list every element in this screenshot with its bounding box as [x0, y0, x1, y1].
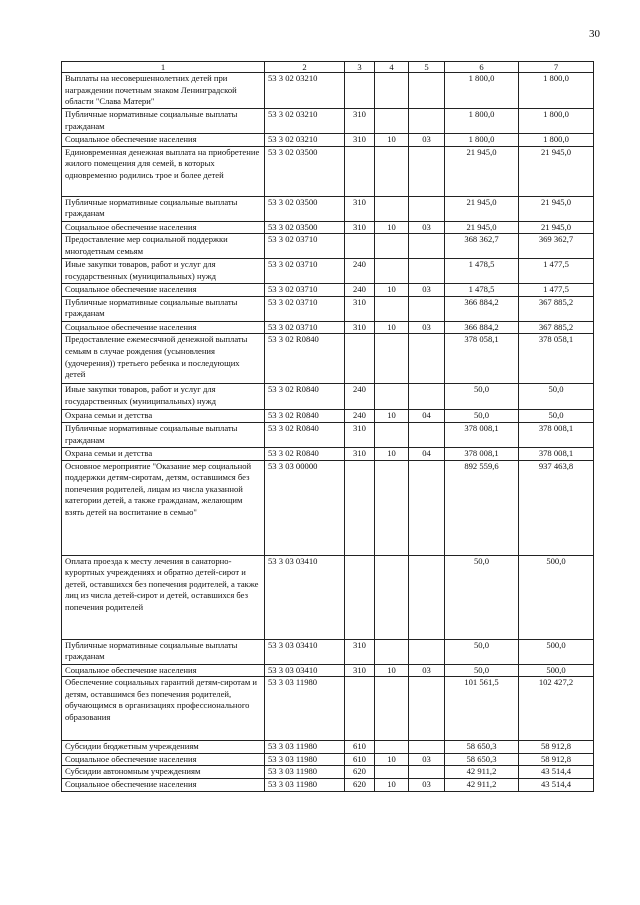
- row-amount-year-1: 1 800,0: [445, 73, 519, 109]
- row-subsection: 03: [409, 221, 445, 234]
- row-amount-year-1: 50,0: [445, 555, 519, 639]
- table-row: [62, 410, 594, 423]
- row-target-article: 53 3 02 03710: [265, 296, 345, 321]
- row-expense-type: 310: [345, 196, 375, 221]
- row-name: Предоставление мер социальной поддержки многодетным семьям: [62, 234, 265, 259]
- row-name: Публичные нормативные социальные выплаты гражданам: [62, 422, 265, 447]
- row-subsection: [409, 741, 445, 754]
- row-subsection: [409, 73, 445, 109]
- row-amount-year-1: 366 884,2: [445, 296, 519, 321]
- table-row: [62, 677, 594, 741]
- table-row: [62, 778, 594, 791]
- row-subsection: [409, 334, 445, 384]
- row-amount-year-2: 21 945,0: [519, 221, 594, 234]
- table-row: [62, 146, 594, 196]
- row-target-article: 53 3 02 R0840: [265, 447, 345, 460]
- row-amount-year-1: 58 650,3: [445, 753, 519, 766]
- row-section: [375, 677, 409, 741]
- row-section: [375, 109, 409, 134]
- table-row: [62, 664, 594, 677]
- table-row: [62, 766, 594, 779]
- row-name: Предоставление ежемесячной денежной выплаты семьям в случае рождения (усыновления (удочерения)) третьего ребенка и последующих детей: [62, 334, 265, 384]
- row-amount-year-2: 367 885,2: [519, 296, 594, 321]
- row-amount-year-1: 50,0: [445, 410, 519, 423]
- row-section: [375, 259, 409, 284]
- header-col-7: 7: [519, 62, 594, 73]
- row-amount-year-1: 366 884,2: [445, 321, 519, 334]
- row-name: Социальное обеспечение населения: [62, 664, 265, 677]
- row-subsection: [409, 259, 445, 284]
- row-section: [375, 555, 409, 639]
- table-row: [62, 460, 594, 555]
- row-name: Обеспечение социальных гарантий детям-сиротам и детям, оставшимся без попечения родителей, обучающимся в организациях профессионального образования: [62, 677, 265, 741]
- table-row: [62, 334, 594, 384]
- row-amount-year-2: 1 800,0: [519, 73, 594, 109]
- row-subsection: [409, 234, 445, 259]
- row-name: Иные закупки товаров, работ и услуг для государственных (муниципальных) нужд: [62, 259, 265, 284]
- row-amount-year-1: 50,0: [445, 384, 519, 410]
- row-expense-type: 610: [345, 741, 375, 754]
- row-expense-type: 620: [345, 778, 375, 791]
- row-amount-year-1: 101 561,5: [445, 677, 519, 741]
- row-name: Субсидии автономным учреждениям: [62, 766, 265, 779]
- row-section: 10: [375, 410, 409, 423]
- row-section: 10: [375, 221, 409, 234]
- row-name: Выплаты на несовершеннолетних детей при награждении почетным знаком Ленинградской области "Слава Матери": [62, 73, 265, 109]
- row-subsection: [409, 555, 445, 639]
- row-amount-year-2: 21 945,0: [519, 146, 594, 196]
- row-name: Публичные нормативные социальные выплаты гражданам: [62, 109, 265, 134]
- row-target-article: 53 3 03 11980: [265, 677, 345, 741]
- row-section: [375, 334, 409, 384]
- table-header: [62, 62, 594, 73]
- row-subsection: [409, 384, 445, 410]
- row-subsection: 03: [409, 753, 445, 766]
- row-amount-year-2: 500,0: [519, 664, 594, 677]
- row-expense-type: [345, 334, 375, 384]
- row-amount-year-1: 892 559,6: [445, 460, 519, 555]
- row-section: [375, 384, 409, 410]
- row-subsection: 03: [409, 134, 445, 147]
- row-section: [375, 234, 409, 259]
- table-row: [62, 109, 594, 134]
- row-amount-year-2: 378 008,1: [519, 447, 594, 460]
- row-target-article: 53 3 03 00000: [265, 460, 345, 555]
- table-body: [62, 73, 594, 792]
- row-subsection: 04: [409, 447, 445, 460]
- row-subsection: [409, 146, 445, 196]
- row-target-article: 53 3 02 R0840: [265, 384, 345, 410]
- header-col-4: 4: [375, 62, 409, 73]
- row-name: Оплата проезда к месту лечения в санаторно-курортных учреждениях и обратно детей-сирот и детей, оставшихся без попечения родителей, а также лиц из числа детей-сирот и детей, оставшихся без попечения родителей: [62, 555, 265, 639]
- row-amount-year-1: 1 800,0: [445, 109, 519, 134]
- row-target-article: 53 3 03 03410: [265, 555, 345, 639]
- row-amount-year-2: 58 912,8: [519, 753, 594, 766]
- row-target-article: 53 3 02 03500: [265, 146, 345, 196]
- row-section: [375, 639, 409, 664]
- row-name: Публичные нормативные социальные выплаты гражданам: [62, 639, 265, 664]
- row-amount-year-1: 21 945,0: [445, 221, 519, 234]
- row-subsection: 03: [409, 664, 445, 677]
- row-amount-year-2: 58 912,8: [519, 741, 594, 754]
- row-subsection: [409, 422, 445, 447]
- row-name: Публичные нормативные социальные выплаты гражданам: [62, 196, 265, 221]
- row-subsection: 04: [409, 410, 445, 423]
- row-amount-year-2: 378 058,1: [519, 334, 594, 384]
- row-expense-type: [345, 146, 375, 196]
- budget-table: [61, 61, 594, 792]
- row-amount-year-1: 368 362,7: [445, 234, 519, 259]
- row-expense-type: 240: [345, 410, 375, 423]
- row-amount-year-1: 42 911,2: [445, 766, 519, 779]
- row-subsection: [409, 296, 445, 321]
- row-expense-type: 310: [345, 134, 375, 147]
- row-target-article: 53 3 03 03410: [265, 639, 345, 664]
- row-subsection: [409, 766, 445, 779]
- table-row: [62, 555, 594, 639]
- row-target-article: 53 3 02 03500: [265, 221, 345, 234]
- row-amount-year-2: 369 362,7: [519, 234, 594, 259]
- row-expense-type: [345, 555, 375, 639]
- row-amount-year-1: 1 478,5: [445, 284, 519, 297]
- row-expense-type: 310: [345, 664, 375, 677]
- row-name: Публичные нормативные социальные выплаты гражданам: [62, 296, 265, 321]
- table-row: [62, 284, 594, 297]
- row-section: 10: [375, 321, 409, 334]
- row-amount-year-1: 50,0: [445, 639, 519, 664]
- row-section: [375, 73, 409, 109]
- table-row: [62, 259, 594, 284]
- header-col-2: 2: [265, 62, 345, 73]
- row-amount-year-1: 378 008,1: [445, 447, 519, 460]
- row-target-article: 53 3 02 03210: [265, 73, 345, 109]
- row-amount-year-2: 1 800,0: [519, 134, 594, 147]
- row-amount-year-2: 378 008,1: [519, 422, 594, 447]
- row-expense-type: 610: [345, 753, 375, 766]
- row-amount-year-1: 378 058,1: [445, 334, 519, 384]
- table-row: [62, 321, 594, 334]
- row-name: Социальное обеспечение населения: [62, 753, 265, 766]
- table-row: [62, 422, 594, 447]
- row-expense-type: 240: [345, 259, 375, 284]
- row-expense-type: 310: [345, 296, 375, 321]
- row-amount-year-1: 21 945,0: [445, 146, 519, 196]
- header-col-5: 5: [409, 62, 445, 73]
- table-row: [62, 384, 594, 410]
- header-col-6: 6: [445, 62, 519, 73]
- row-amount-year-2: 102 427,2: [519, 677, 594, 741]
- row-amount-year-1: 58 650,3: [445, 741, 519, 754]
- row-section: 10: [375, 447, 409, 460]
- table-row: [62, 296, 594, 321]
- row-subsection: [409, 109, 445, 134]
- row-subsection: [409, 196, 445, 221]
- row-subsection: 03: [409, 321, 445, 334]
- row-amount-year-2: 1 800,0: [519, 109, 594, 134]
- table-row: [62, 639, 594, 664]
- row-target-article: 53 3 02 03710: [265, 234, 345, 259]
- row-expense-type: [345, 73, 375, 109]
- table-row: [62, 753, 594, 766]
- row-amount-year-1: 42 911,2: [445, 778, 519, 791]
- row-expense-type: 310: [345, 422, 375, 447]
- header-row: [62, 62, 594, 73]
- row-amount-year-2: 500,0: [519, 555, 594, 639]
- row-amount-year-2: 367 885,2: [519, 321, 594, 334]
- row-expense-type: [345, 460, 375, 555]
- row-subsection: [409, 639, 445, 664]
- row-expense-type: 310: [345, 321, 375, 334]
- row-amount-year-2: 500,0: [519, 639, 594, 664]
- row-amount-year-2: 1 477,5: [519, 284, 594, 297]
- table-row: [62, 234, 594, 259]
- row-target-article: 53 3 03 11980: [265, 778, 345, 791]
- row-section: [375, 422, 409, 447]
- row-name: Социальное обеспечение населения: [62, 321, 265, 334]
- header-col-3: 3: [345, 62, 375, 73]
- row-target-article: 53 3 02 03500: [265, 196, 345, 221]
- page-number: 30: [589, 28, 600, 40]
- row-expense-type: 240: [345, 384, 375, 410]
- row-section: 10: [375, 664, 409, 677]
- table-row: [62, 741, 594, 754]
- row-target-article: 53 3 02 03710: [265, 284, 345, 297]
- row-section: 10: [375, 284, 409, 297]
- row-section: 10: [375, 134, 409, 147]
- row-section: [375, 460, 409, 555]
- row-name: Социальное обеспечение населения: [62, 221, 265, 234]
- row-amount-year-2: 50,0: [519, 384, 594, 410]
- row-target-article: 53 3 02 R0840: [265, 422, 345, 447]
- row-expense-type: 310: [345, 109, 375, 134]
- row-name: Охрана семьи и детства: [62, 410, 265, 423]
- row-name: Иные закупки товаров, работ и услуг для государственных (муниципальных) нужд: [62, 384, 265, 410]
- row-target-article: 53 3 02 03210: [265, 134, 345, 147]
- row-amount-year-2: 50,0: [519, 410, 594, 423]
- row-target-article: 53 3 02 R0840: [265, 410, 345, 423]
- row-amount-year-2: 937 463,8: [519, 460, 594, 555]
- row-name: Субсидии бюджетным учреждениям: [62, 741, 265, 754]
- row-section: [375, 196, 409, 221]
- row-target-article: 53 3 02 R0840: [265, 334, 345, 384]
- row-target-article: 53 3 03 11980: [265, 766, 345, 779]
- row-target-article: 53 3 02 03210: [265, 109, 345, 134]
- row-amount-year-1: 50,0: [445, 664, 519, 677]
- row-expense-type: 310: [345, 447, 375, 460]
- row-target-article: 53 3 02 03710: [265, 321, 345, 334]
- row-amount-year-1: 1 800,0: [445, 134, 519, 147]
- row-section: [375, 741, 409, 754]
- row-amount-year-2: 1 477,5: [519, 259, 594, 284]
- row-target-article: 53 3 02 03710: [265, 259, 345, 284]
- row-amount-year-1: 1 478,5: [445, 259, 519, 284]
- row-section: 10: [375, 753, 409, 766]
- row-amount-year-1: 21 945,0: [445, 196, 519, 221]
- row-expense-type: 310: [345, 221, 375, 234]
- row-amount-year-1: 378 008,1: [445, 422, 519, 447]
- row-expense-type: [345, 234, 375, 259]
- row-expense-type: [345, 677, 375, 741]
- row-section: [375, 766, 409, 779]
- row-section: [375, 146, 409, 196]
- row-name: Социальное обеспечение населения: [62, 134, 265, 147]
- row-subsection: 03: [409, 284, 445, 297]
- row-name: Единовременная денежная выплата на приобретение жилого помещения для семей, в которых одновременно родились трое и более детей: [62, 146, 265, 196]
- row-name: Основное мероприятие "Оказание мер социальной поддержки детям-сиротам, детям, оставшимся без попечения родителей, лицам из числа указанной категории детей, а также гражданам, желающим взять детей на воспитание в семью": [62, 460, 265, 555]
- row-expense-type: 620: [345, 766, 375, 779]
- row-expense-type: 310: [345, 639, 375, 664]
- table-row: [62, 134, 594, 147]
- row-name: Охрана семьи и детства: [62, 447, 265, 460]
- table-row: [62, 221, 594, 234]
- row-section: [375, 296, 409, 321]
- row-amount-year-2: 43 514,4: [519, 778, 594, 791]
- table-row: [62, 73, 594, 109]
- row-subsection: 03: [409, 778, 445, 791]
- row-amount-year-2: 21 945,0: [519, 196, 594, 221]
- header-col-1: 1: [62, 62, 265, 73]
- row-amount-year-2: 43 514,4: [519, 766, 594, 779]
- row-target-article: 53 3 03 11980: [265, 741, 345, 754]
- table-row: [62, 196, 594, 221]
- row-name: Социальное обеспечение населения: [62, 284, 265, 297]
- row-target-article: 53 3 03 03410: [265, 664, 345, 677]
- row-subsection: [409, 460, 445, 555]
- row-subsection: [409, 677, 445, 741]
- row-expense-type: 240: [345, 284, 375, 297]
- table-row: [62, 447, 594, 460]
- row-name: Социальное обеспечение населения: [62, 778, 265, 791]
- row-target-article: 53 3 03 11980: [265, 753, 345, 766]
- row-section: 10: [375, 778, 409, 791]
